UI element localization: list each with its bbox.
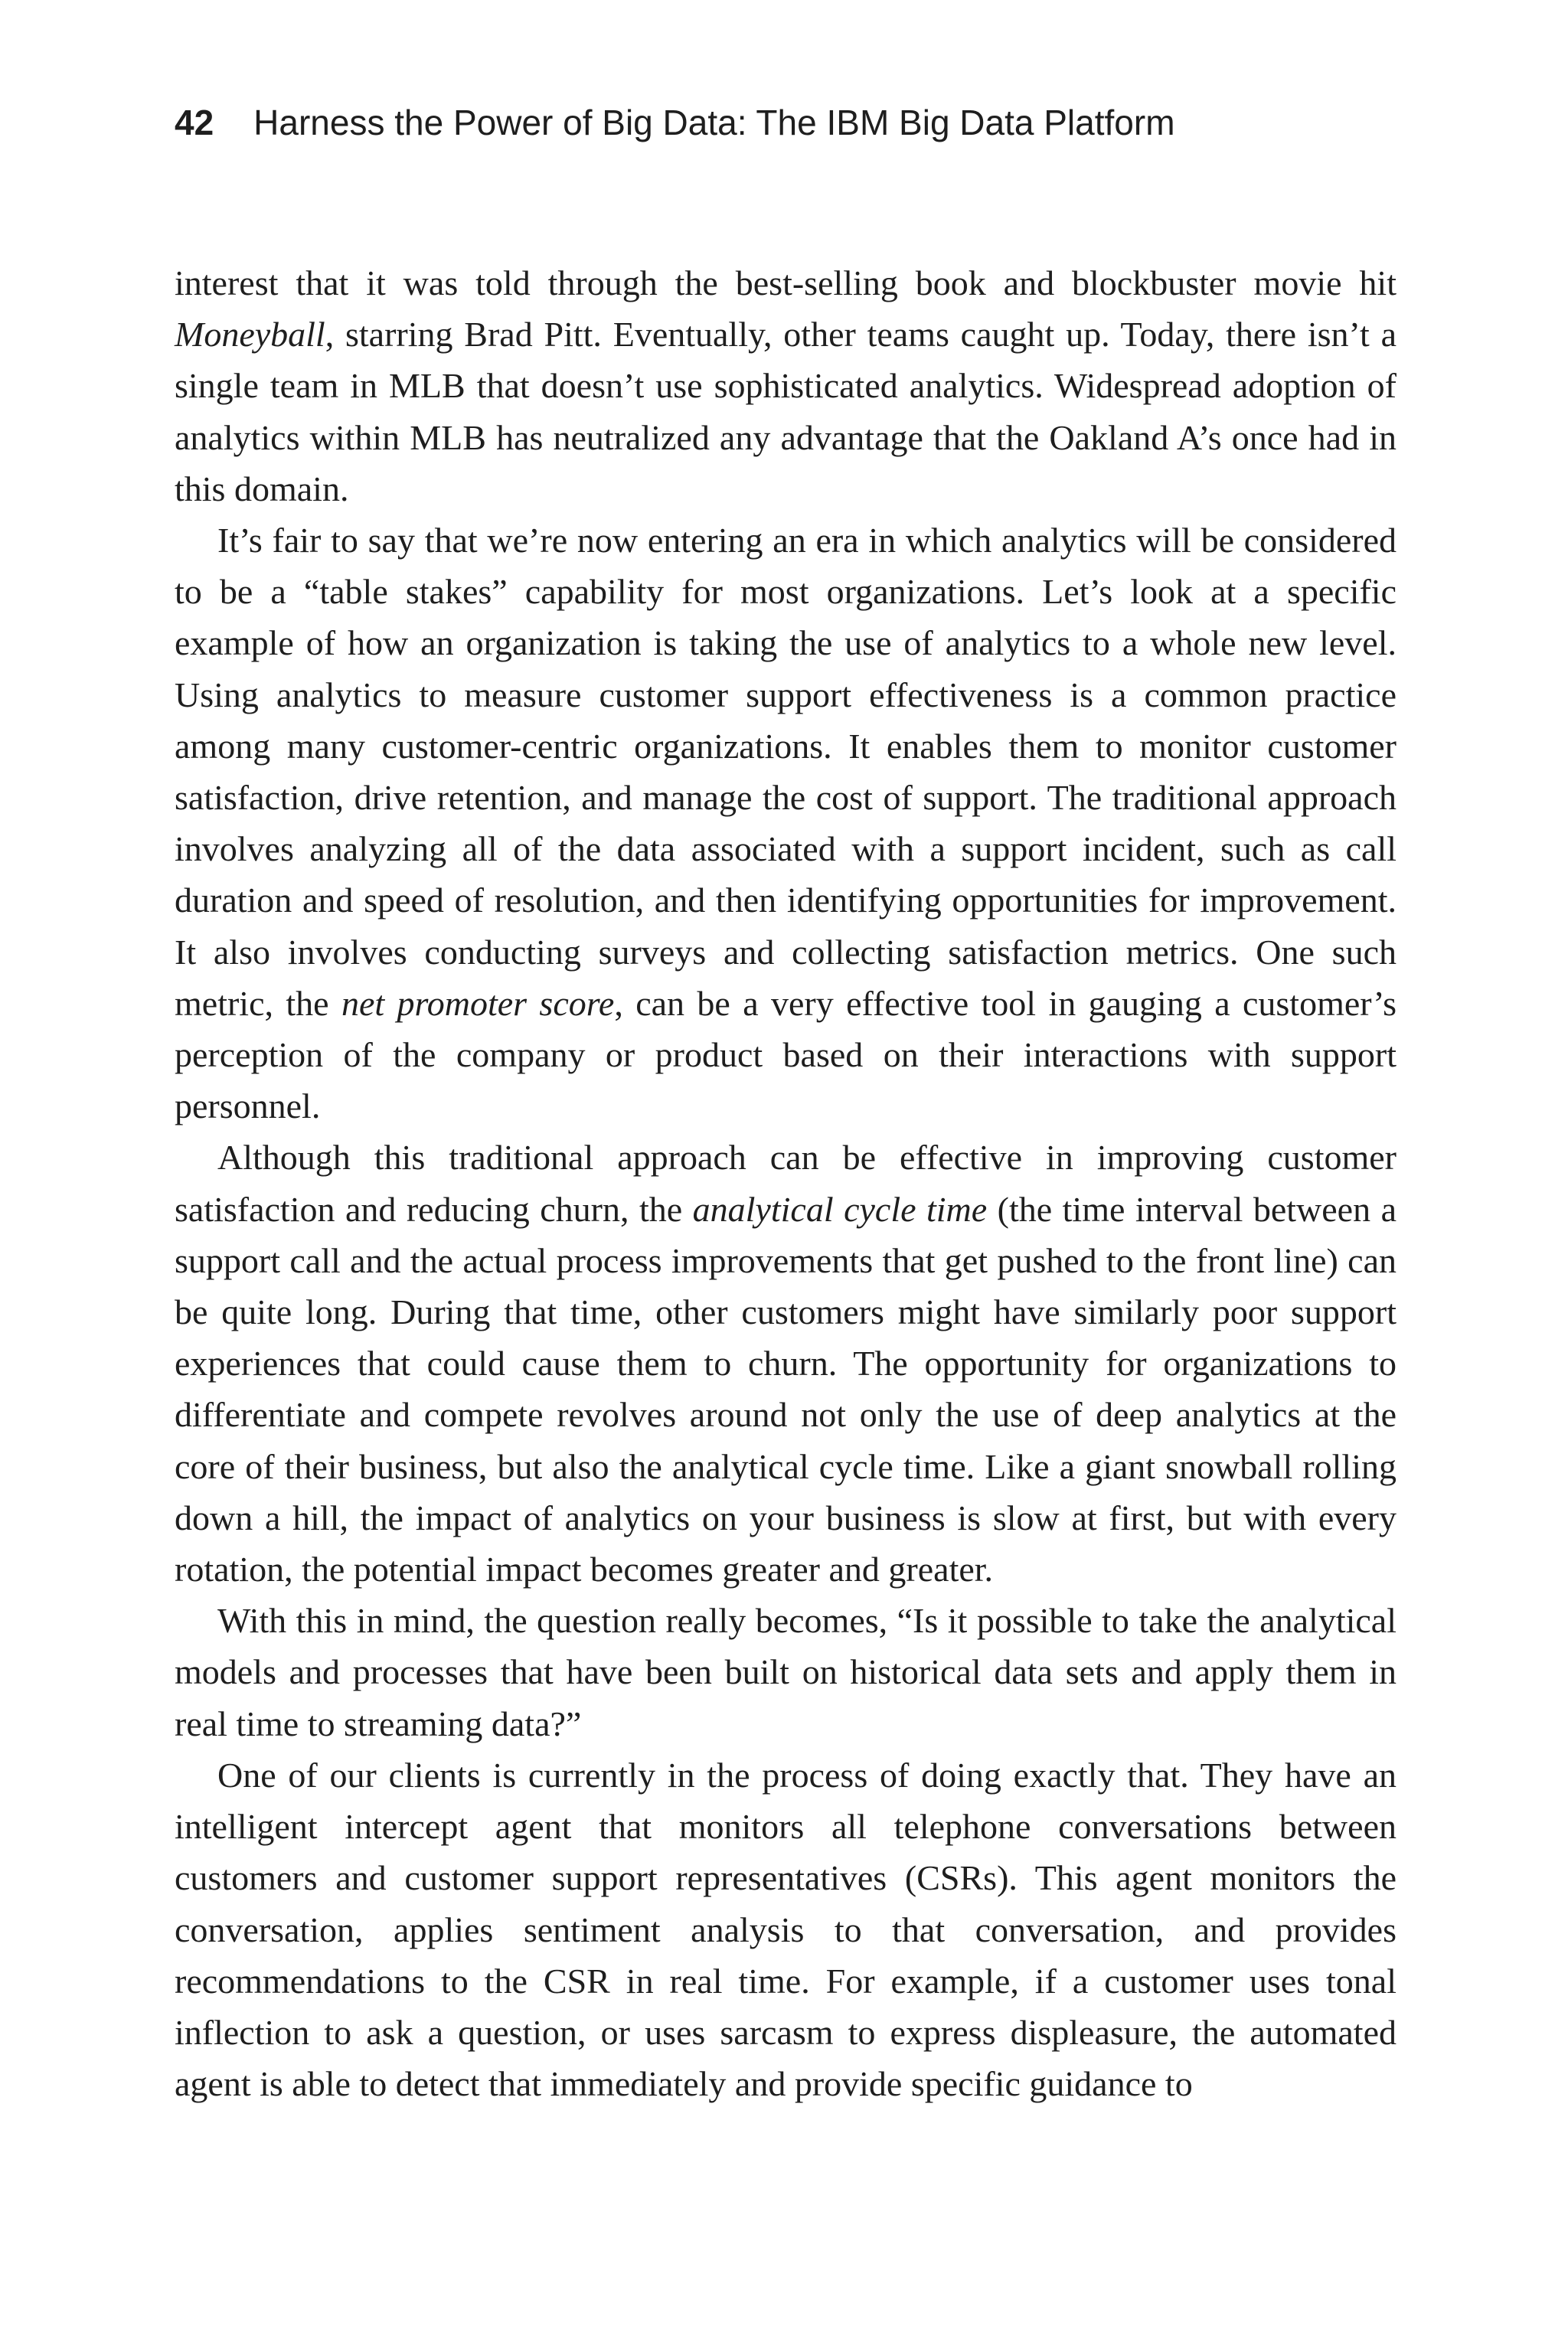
paragraph-2-text-b: , can be a very effective tool in gauging a customer’s perception of the company or product based on their interactions with support personnel. [175,983,1396,1126]
page-number: 42 [175,103,214,142]
paragraph-1-text-b: , starring Brad Pitt. Eventually, other teams caught up. Today, there isn’t a single team in MLB that doesn’t use sophisticated analytics. Widespread adoption of analytics within MLB has neutralized any advantage that the Oakland A’s once had in this domain. [175,315,1396,508]
paragraph-3-text-b: (the time interval between a support call and the actual process improvements that get pushed to the front line) can be quite long. During that time, other customers might have similarly poor support experiences that could cause them to churn. The opportunity for organizations to differentiate and compete revolves around not only the use of deep analytics at the core of their business, but also the analytical cycle time. Like a giant snowball rolling down a hill, the impact of analytics on your business is slow at first, but with every rotation, the potential impact becomes greater and greater. [175,1189,1396,1589]
paragraph-3-italic: analytical cycle time [692,1189,988,1229]
paragraph-3-text-a: Although this traditional approach can be effective in improving customer satisfaction and reducing churn, the [175,1138,1396,1229]
running-header [175,98,1400,147]
body-text [175,257,1396,2109]
paragraph-3 [175,1132,1396,1595]
paragraph-4: With this in mind, the question really becomes, “Is it possible to take the analytical models and processes that have been built on historical data sets and apply them in real time to streaming data?” [175,1601,1396,1743]
paragraph-1-text-a: interest that it was told through the best-selling book and blockbuster movie hit [175,263,1396,302]
running-title: Harness the Power of Big Data: The IBM Big Data Platform [253,103,1175,142]
paragraph-1 [175,257,1396,514]
paragraph-5: One of our clients is currently in the process of doing exactly that. They have an intelligent intercept agent that monitors all telephone conversations between customers and customer support representatives (CSRs). This agent monitors the conversation, applies sentiment analysis to that conversation, and provides recommendations to the CSR in real time. For example, if a customer uses tonal inflection to ask a question, or uses sarcasm to express displeasure, the automated agent is able to detect that immediately and provide specific guidance to [175,1755,1396,2104]
paragraph-2-italic: net promoter score [341,983,615,1023]
paragraph-1-italic: Moneyball [175,315,325,354]
paragraph-2 [175,514,1396,1132]
paragraph-2-text-a: It’s fair to say that we’re now entering an era in which analytics will be considered to be a “table stakes” capability for most organizations. Let’s look at a specific example of how an organization is taking the use of analytics to a whole new level. Using analytics to measure customer support effectiveness is a common practice among many customer-centric organizations. It enables them to monitor customer satisfaction, drive retention, and manage the cost of support. The traditional approach involves analyzing all of the data associated with a support incident, such as call duration and speed of resolution, and then identifying opportunities for improvement. It also involves conducting surveys and collecting satisfaction metrics. One such metric, the [175,521,1396,1023]
